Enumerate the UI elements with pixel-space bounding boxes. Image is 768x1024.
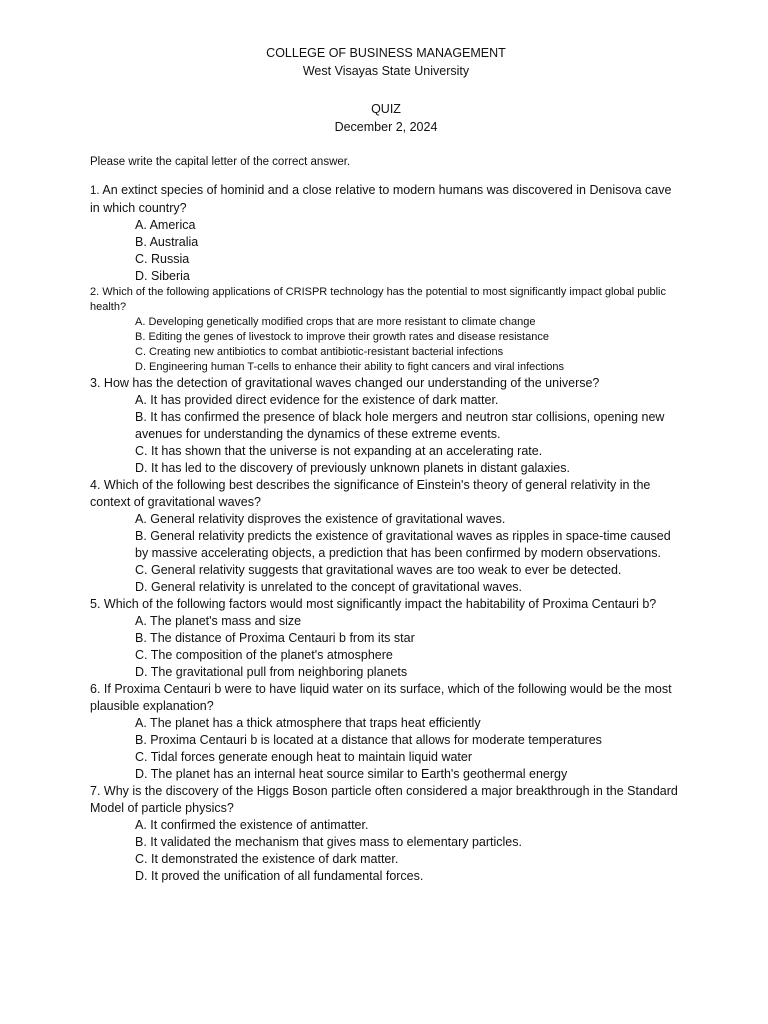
question-list: [90, 182, 682, 885]
choice: A. Developing genetically modified crops that are more resistant to climate change: [135, 316, 536, 328]
choice: B. It has confirmed the presence of black hole mergers and neutron star collisions, opening new avenues for understanding the dynamics of these extreme events.: [135, 410, 665, 441]
choice: B. General relativity predicts the existence of gravitational waves as ripples in space-time caused by massive accelerating objects, a prediction that has been confirmed by modern observations.: [135, 529, 671, 560]
question-stem: [90, 783, 682, 817]
choice-list: [90, 817, 682, 885]
question-1: [90, 182, 682, 285]
question-stem: [90, 681, 682, 715]
quiz-heading: [90, 100, 682, 136]
choice-list: [90, 613, 682, 681]
university-name: West Visayas State University: [302, 64, 470, 78]
question-6: [90, 681, 682, 783]
question-stem: [90, 285, 682, 315]
question-stem: [90, 375, 682, 392]
question-3: [90, 375, 682, 477]
choice: A. It has provided direct evidence for the existence of dark matter.: [135, 393, 499, 407]
college-name: COLLEGE OF BUSINESS MANAGEMENT: [266, 46, 506, 60]
question-stem: [90, 596, 682, 613]
choice-list: [90, 511, 682, 596]
choice: C. The composition of the planet's atmosphere: [135, 648, 393, 662]
question-text: How has the detection of gravitational waves changed our understanding of the universe?: [103, 376, 600, 390]
document-header: [90, 44, 682, 80]
document-page: [90, 44, 682, 885]
choice: B. The distance of Proxima Centauri b from its star: [135, 631, 415, 645]
question-4: [90, 477, 682, 596]
choice: C. Creating new antibiotics to combat antibiotic-resistant bacterial infections: [135, 346, 504, 358]
question-number: 2.: [90, 286, 100, 298]
choice: D. General relativity is unrelated to the concept of gravitational waves.: [135, 580, 523, 594]
choice: B. Editing the genes of livestock to improve their growth rates and disease resistance: [135, 331, 549, 343]
choice: C. Tidal forces generate enough heat to maintain liquid water: [135, 750, 473, 764]
choice-list: [90, 715, 682, 783]
instruction-text: Please write the capital letter of the correct answer.: [90, 156, 351, 168]
choice: A. The planet has a thick atmosphere that traps heat efficiently: [135, 716, 481, 730]
choice: C. General relativity suggests that gravitational waves are too weak to ever be detected.: [135, 563, 622, 577]
question-text: If Proxima Centauri b were to have liquid water on its surface, which of the following would be the most plausible explanation?: [90, 682, 672, 713]
question-number: 6.: [90, 682, 101, 696]
choice: C. Russia: [135, 252, 190, 266]
choice: B. Proxima Centauri b is located at a distance that allows for moderate temperatures: [135, 733, 602, 747]
choice: D. The gravitational pull from neighboring planets: [135, 665, 408, 679]
choice: D. Siberia: [135, 269, 190, 283]
question-text: Which of the following best describes the significance of Einstein's theory of general relativity in the context of gravitational waves?: [90, 478, 651, 509]
question-number: 1.: [90, 185, 100, 197]
question-number: 3.: [90, 376, 101, 390]
question-number: 4.: [90, 478, 101, 492]
question-text: An extinct species of hominid and a close relative to modern humans was discovered in Denisova cave in which country?: [90, 183, 672, 215]
choice-list: [90, 315, 682, 375]
quiz-date: December 2, 2024: [334, 120, 438, 134]
choice: C. It has shown that the universe is not expanding at an accelerating rate.: [135, 444, 543, 458]
choice-list: [90, 392, 682, 477]
question-2: [90, 285, 682, 375]
question-number: 5.: [90, 597, 101, 611]
choice: A. America: [135, 218, 196, 232]
quiz-title: QUIZ: [371, 102, 401, 116]
choice: B. Australia: [135, 235, 199, 249]
choice: A. It confirmed the existence of antimatter.: [135, 818, 369, 832]
choice: D. It has led to the discovery of previously unknown planets in distant galaxies.: [135, 461, 570, 475]
choice: A. The planet's mass and size: [135, 614, 302, 628]
question-5: [90, 596, 682, 681]
choice-list: [90, 217, 682, 285]
choice: C. It demonstrated the existence of dark matter.: [135, 852, 399, 866]
choice: D. It proved the unification of all fundamental forces.: [135, 869, 424, 883]
choice: A. General relativity disproves the existence of gravitational waves.: [135, 512, 506, 526]
choice: D. Engineering human T-cells to enhance their ability to fight cancers and viral infections: [135, 361, 565, 373]
question-number: 7.: [90, 784, 101, 798]
question-7: [90, 783, 682, 885]
choice: D. The planet has an internal heat source similar to Earth's geothermal energy: [135, 767, 568, 781]
question-text: Which of the following factors would most significantly impact the habitability of Proxima Centauri b?: [103, 597, 657, 611]
choice: B. It validated the mechanism that gives mass to elementary particles.: [135, 835, 522, 849]
question-stem: [90, 477, 682, 511]
question-text: Why is the discovery of the Higgs Boson particle often considered a major breakthrough in the Standard Model of particle physics?: [90, 784, 678, 815]
question-text: Which of the following applications of CRISPR technology has the potential to most significantly impact global public health?: [90, 286, 666, 313]
question-stem: [90, 182, 682, 217]
